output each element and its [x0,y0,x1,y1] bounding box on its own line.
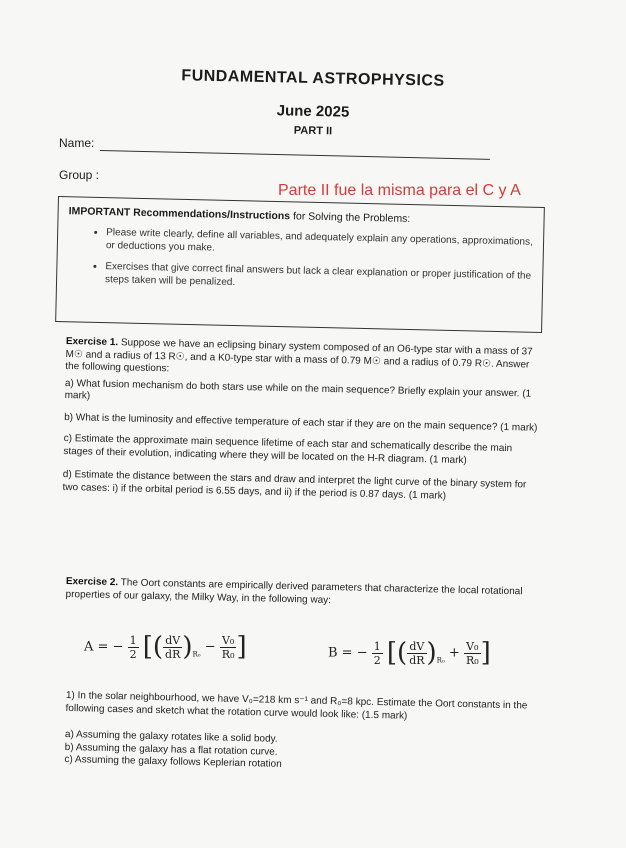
instructions-heading: IMPORTANT Recommendations/Instructions for Solving the Problems: [68,205,411,225]
group-label: Group : [59,168,100,182]
exercise-2-intro: Exercise 2. The Oort constants are empirically derived parameters that characterize the local rotational properties of our galaxy, the Milky Way, in the following way: [65,576,523,606]
exercise-2-qb: b) Assuming the galaxy has a flat rotation curve. [64,741,278,758]
exercise-2-questions [64,690,546,777]
instructions-list [67,225,533,296]
exercise-1-c: c) Estimate the approximate main sequence lifetime of each star and schematically describe the main stages of their evolution, indicating where they will be located on the H-R diagram. (1 mark) [63,432,513,466]
exercise-1-b: b) What is the luminosity and effective temperature of each star if they are on the main sequence? (1 mark) [64,411,538,434]
exercise-1-d: d) Estimate the distance between the stars and draw and interpret the light curve of the binary system for two cases: i) if the orbital period is 6.55 days, and ii) if the period is 0.87 days. (1 mark) [62,468,527,502]
oort-formula-b: B = − $\frac{1}{2}$ [( $\frac{dV}{dR}$ )$_{R_0}$ + $\frac{\text{V₀}}{\text{R₀}}$ ] [328,638,491,668]
part-label: PART II [293,124,333,138]
instructions-box [55,196,545,333]
exercise-1-intro: Exercise 1. Suppose we have an eclipsing binary system composed of an O6-type star with a mass of 37 M☉ and a radius of 13 R☉, and a K0-type star with a mass of 0.79 M☉ and a radius of 0.79 R☉. Answer the following questions: [65,336,533,375]
exercise-2-qa: a) Assuming the galaxy rotates like a solid body. [64,728,278,745]
exercise-1 [62,336,545,505]
instruction-item: • Exercises that give correct final answers but lack a clear explanation or proper justification of the steps taken will be penalized. [105,260,532,296]
name-label: Name: [59,136,95,150]
oort-formula-a: A = − $\frac{1}{2}$ [( $\frac{dV}{dR}$ )$_{R_0}$ − $\frac{\text{V₀}}{\text{R₀}}$ ] [84,632,247,662]
exercise-2-q1: 1) In the solar neighbourhood, we have V₀=218 km s⁻¹ and R₀=8 kpc. Estimate the Oort constants in the following cases and sketch what the rotation curve would look like: (1.5 mark) [65,690,528,722]
name-line [100,150,490,160]
exercise-1-a: a) What fusion mechanism do both stars use while on the main sequence? Briefly explain your answer. (1 mark) [64,377,532,402]
exam-date: June 2025 [276,102,350,121]
course-title: FUNDAMENTAL ASTROPHYSICS [181,67,445,90]
exercise-2-qc: c) Assuming the galaxy follows Keplerian rotation [64,753,282,770]
instruction-item: • Please write clearly, define all variables, and adequately explain any operations, approximations, or deductions you make. [106,226,533,262]
handwritten-annotation: Parte II fue la misma para el C y A [278,182,521,199]
